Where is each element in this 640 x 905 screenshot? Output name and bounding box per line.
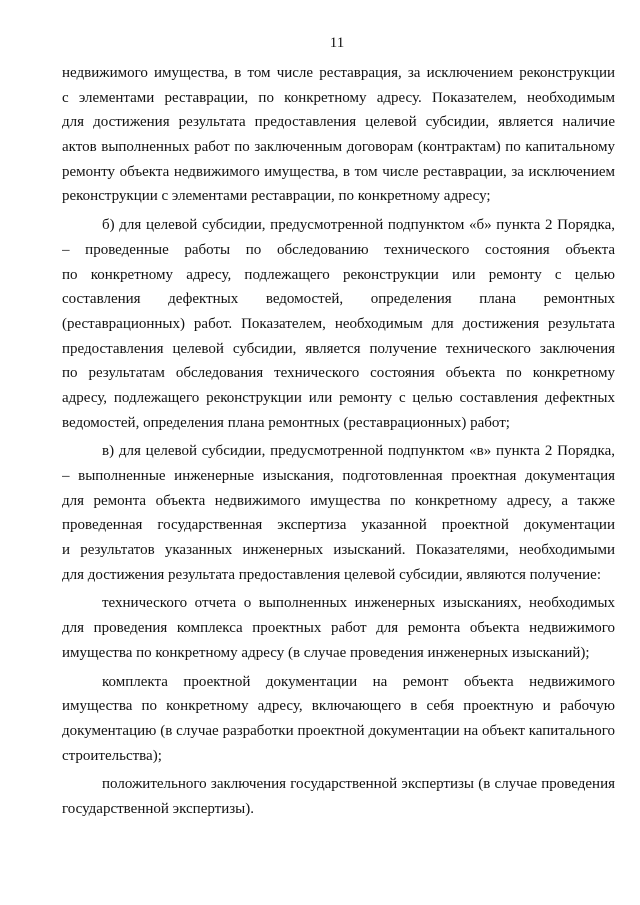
text-line: б) для целевой субсидии, предусмотренной подпунктом «б» пункта 2 Порядка,	[102, 217, 615, 234]
text-line: ремонту объекта недвижимого имущества, в том числе реставрации, за исключением	[62, 163, 615, 180]
text-line: для достижения результата предоставления целевой субсидии, является наличие	[62, 114, 615, 131]
text-line: документацию (в случае разработки проектной документации на объект капитального	[62, 722, 615, 739]
text-line: государственной экспертизы).	[62, 800, 254, 817]
text-line: по конкретному адресу, подлежащего реконструкции или ремонту с целью	[62, 266, 615, 283]
text-line: предоставления целевой субсидии, является получение технического заключения	[62, 340, 615, 357]
paragraph-sub-3	[62, 772, 615, 821]
text-line: имущества по конкретному адресу (в случае проведения инженерных изысканий);	[62, 644, 590, 661]
text-line: недвижимого имущества, в том числе реставрация, за исключением реконструкции	[62, 65, 615, 81]
text-line: адресу, подлежащего реконструкции или ремонту с целью составления дефектных	[62, 389, 615, 406]
document-body	[62, 61, 615, 822]
text-line: в) для целевой субсидии, предусмотренной подпунктом «в» пункта 2 Порядка,	[102, 443, 615, 460]
paragraph-item-v	[62, 439, 615, 587]
text-line: проведенная государственная экспертиза указанной проектной документации	[62, 517, 615, 534]
text-line: – проведенные работы по обследованию технического состояния объекта	[62, 241, 615, 258]
text-line: положительного заключения государственной экспертизы (в случае проведения	[102, 776, 615, 793]
text-line: (реставрационных) работ. Показателем, необходимым для достижения результата	[62, 315, 615, 332]
text-line: имущества по конкретному адресу, включающего в себя проектную и рабочую	[62, 698, 615, 715]
text-line: для проведения комплекса проектных работ для ремонта объекта недвижимого	[62, 620, 615, 637]
paragraph-item-b	[62, 213, 615, 435]
text-line: и результатов указанных инженерных изысканий. Показателями, необходимыми	[62, 542, 615, 559]
text-line: по результатам обследования технического состояния объекта по конкретному	[62, 365, 615, 382]
text-line: строительства);	[62, 747, 162, 764]
text-line: – выполненные инженерные изыскания, подготовленная проектная документация	[62, 468, 615, 484]
text-line: комплекта проектной документации на ремонт объекта недвижимого	[102, 673, 615, 690]
paragraph-intro	[62, 61, 615, 209]
text-line: для ремонта объекта недвижимого имущества по конкретному адресу, а также	[62, 492, 615, 509]
text-line: актов выполненных работ по заключенным договорам (контрактам) по капитальному	[62, 139, 615, 156]
page-number: 11	[329, 35, 345, 51]
paragraph-sub-2	[62, 670, 615, 769]
text-line: составления дефектных ведомостей, определения плана ремонтных	[62, 291, 615, 308]
text-line: для достижения результата предоставления целевой субсидии, являются получение:	[62, 566, 601, 583]
paragraph-sub-1	[62, 591, 615, 665]
text-line: реконструкции с элементами реставрации, по конкретному адресу;	[62, 188, 491, 205]
text-line: с элементами реставрации, по конкретному адресу. Показателем, необходимым	[62, 89, 615, 106]
text-line: ведомостей, определения плана ремонтных (реставрационных) работ;	[62, 414, 510, 431]
text-line: технического отчета о выполненных инженерных изысканиях, необходимых	[102, 595, 615, 612]
